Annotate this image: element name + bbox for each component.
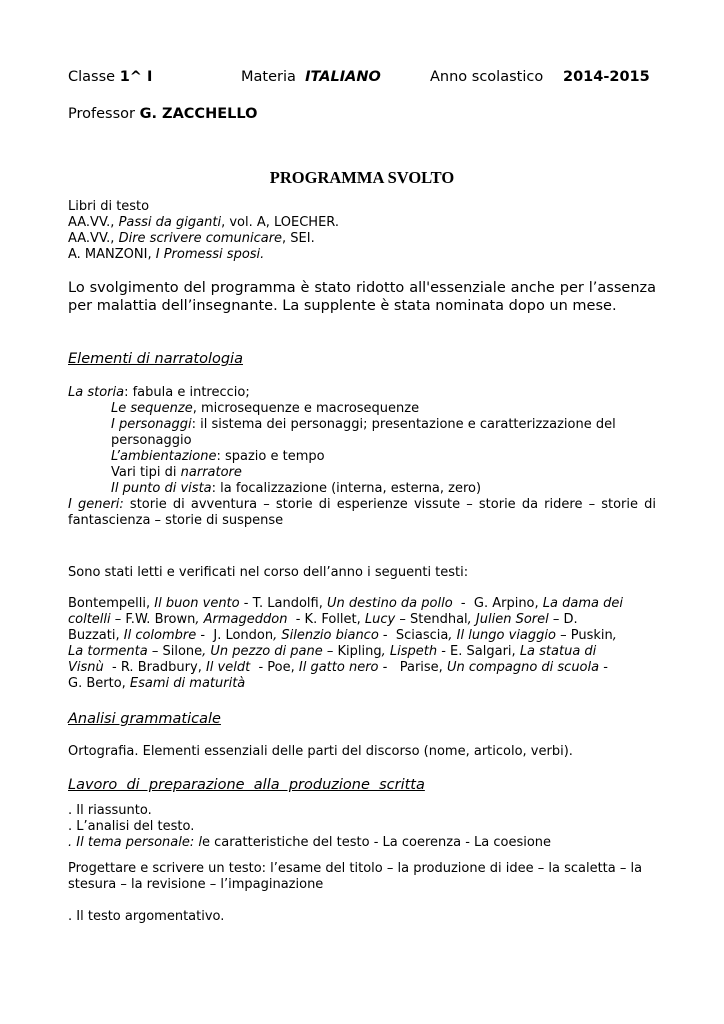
work-author: - R. Bradbury, [103, 660, 206, 675]
ambientazione-text: : spazio e tempo [216, 449, 325, 464]
materia-field [241, 69, 381, 85]
intro-paragraph: Lo svolgimento del programma è stato ridotto all'essenziale anche per l’assenza per malattia dell’insegnante. La supplente è stata nominata dopo un mese. [68, 280, 656, 314]
libri-section [68, 199, 656, 263]
punto-line [68, 481, 656, 497]
letture-intro: Sono stati letti e verificati nel corso dell’anno i seguenti testi: [68, 565, 469, 580]
generi-text: storie di avventura – storie di esperienze vissute – storie da ridere – storie di fantascienza – storie di suspense [68, 497, 656, 528]
scrittura-heading: Lavoro di preparazione alla produzione scritta [68, 777, 425, 793]
libro-title: I Promessi sposi. [155, 247, 265, 262]
libro-rest: , SEI. [282, 231, 315, 246]
classe-value: 1^ I [119, 69, 153, 85]
work-author: – Kipling [322, 644, 382, 659]
sequenze-line [68, 401, 656, 417]
letture-line [68, 596, 656, 612]
work-title: La statua di [519, 644, 597, 659]
scrittura-item: . Il riassunto. [68, 803, 152, 818]
narratologia-heading: Elementi di narratologia [68, 351, 243, 367]
scrittura-item [68, 835, 656, 851]
generi-line [68, 497, 656, 529]
scrittura-section [68, 803, 656, 851]
personaggi-line [68, 417, 656, 433]
work-author: Bontempelli, [68, 596, 155, 611]
work-author: - Poe, [250, 660, 299, 675]
work-author: – F.W. Brown [110, 612, 196, 627]
sequenze-label: Le sequenze [111, 401, 193, 416]
tema-text: e caratteristiche del testo - La coerenza - La coesione [201, 835, 552, 850]
libri-heading: Libri di testo [68, 199, 150, 214]
libro-item [68, 215, 656, 231]
argomentativo-item: . Il testo argomentativo. [68, 909, 225, 924]
work-author: - J. London [196, 628, 274, 643]
work-author: G. Berto, [68, 676, 130, 691]
professor-value: G. ZACCHELLO [139, 106, 258, 122]
progettare-paragraph: Progettare e scrivere un testo: l’esame del titolo – la produzione di idee – la scaletta – la stesura – la revisione – l’impaginazione [68, 861, 643, 892]
work-title: Esami di maturità [129, 676, 246, 691]
professor-label: Professor [68, 106, 135, 122]
work-author: Buzzati, [68, 628, 124, 643]
classe-label: Classe [68, 69, 116, 85]
work-author: - E. Salgari, [437, 644, 520, 659]
storia-label: La storia [68, 385, 125, 400]
letture-line [68, 612, 656, 628]
personaggi-text: : il sistema dei personaggi; presentazione e caratterizzazione del [191, 417, 616, 432]
work-title: Lucy [364, 612, 396, 627]
classe-field [68, 69, 152, 85]
work-author: - K. Follet, [287, 612, 365, 627]
work-title: , Il lungo viaggio [448, 628, 556, 643]
work-author: – D. [548, 612, 578, 627]
work-title: La dama dei [542, 596, 623, 611]
libro-rest: , vol. A, LOECHER. [221, 215, 340, 230]
storia-line [68, 385, 656, 401]
punto-text: : la focalizzazione (interna, esterna, zero) [211, 481, 482, 496]
letture-line [68, 644, 656, 660]
libro-title: Passi da giganti [118, 215, 222, 230]
professor-field [68, 106, 257, 122]
work-author: - T. Landolfi, [239, 596, 327, 611]
work-author: - [599, 660, 608, 675]
anno-label: Anno scolastico [430, 69, 544, 85]
personaggi-label: I personaggi [111, 417, 192, 432]
punto-label: Il punto di vista [111, 481, 212, 496]
page-title: PROGRAMMA SVOLTO [269, 168, 455, 187]
anno-value: 2014-2015 [563, 69, 650, 85]
narratologia-section [68, 385, 656, 529]
work-title: , [612, 628, 617, 643]
work-author: – Puskin [555, 628, 613, 643]
letture-line [68, 660, 656, 676]
work-title: Il veldt [205, 660, 251, 675]
work-title: Il gatto nero - [298, 660, 388, 675]
work-title: Un compagno di scuola [446, 660, 600, 675]
tema-label: . Il tema personale: l [68, 835, 202, 850]
narratore-text: Vari tipi di [111, 465, 181, 480]
work-author: - G. Arpino, [452, 596, 543, 611]
work-title: La tormenta [68, 644, 148, 659]
letture-line [68, 628, 656, 644]
materia-value: ITALIANO [305, 69, 381, 85]
materia-label: Materia [241, 69, 296, 85]
ambientazione-line [68, 449, 656, 465]
work-title: , Silenzio bianco [273, 628, 379, 643]
grammatica-text: Ortografia. Elementi essenziali delle parti del discorso (nome, articolo, verbi). [68, 744, 573, 759]
work-title: coltelli [68, 612, 111, 627]
generi-label: I generi: [68, 497, 124, 512]
work-author: – Stendhal [395, 612, 468, 627]
libro-item [68, 247, 656, 263]
work-author: Parise, [387, 660, 447, 675]
work-author: - Sciascia [378, 628, 449, 643]
work-title: , Lispeth [381, 644, 438, 659]
libro-item [68, 231, 656, 247]
work-author: – Silone [147, 644, 203, 659]
work-title: , Armageddon [195, 612, 288, 627]
work-title: Il colombre [123, 628, 197, 643]
work-title: , Julien Sorel [467, 612, 549, 627]
work-title: Il buon vento [154, 596, 240, 611]
ambientazione-label: L’ambientazione [111, 449, 217, 464]
letture-list [68, 596, 656, 692]
libro-author: AA.VV., [68, 215, 115, 230]
sequenze-text: , microsequenze e macrosequenze [192, 401, 420, 416]
libro-author: A. MANZONI, [68, 247, 152, 262]
work-title: Un destino da pollo [326, 596, 453, 611]
work-title: , Un pezzo di pane [202, 644, 323, 659]
personaggi-line-cont: personaggio [111, 433, 192, 448]
work-title: Visnù [68, 660, 104, 675]
narratore-line [68, 465, 656, 481]
libro-title: Dire scrivere comunicare [118, 231, 283, 246]
scrittura-item: . L’analisi del testo. [68, 819, 195, 834]
narratore-label: narratore [180, 465, 242, 480]
letture-line [68, 676, 656, 692]
storia-text: : fabula e intreccio; [124, 385, 250, 400]
grammatica-heading: Analisi grammaticale [68, 711, 221, 727]
libro-author: AA.VV., [68, 231, 115, 246]
